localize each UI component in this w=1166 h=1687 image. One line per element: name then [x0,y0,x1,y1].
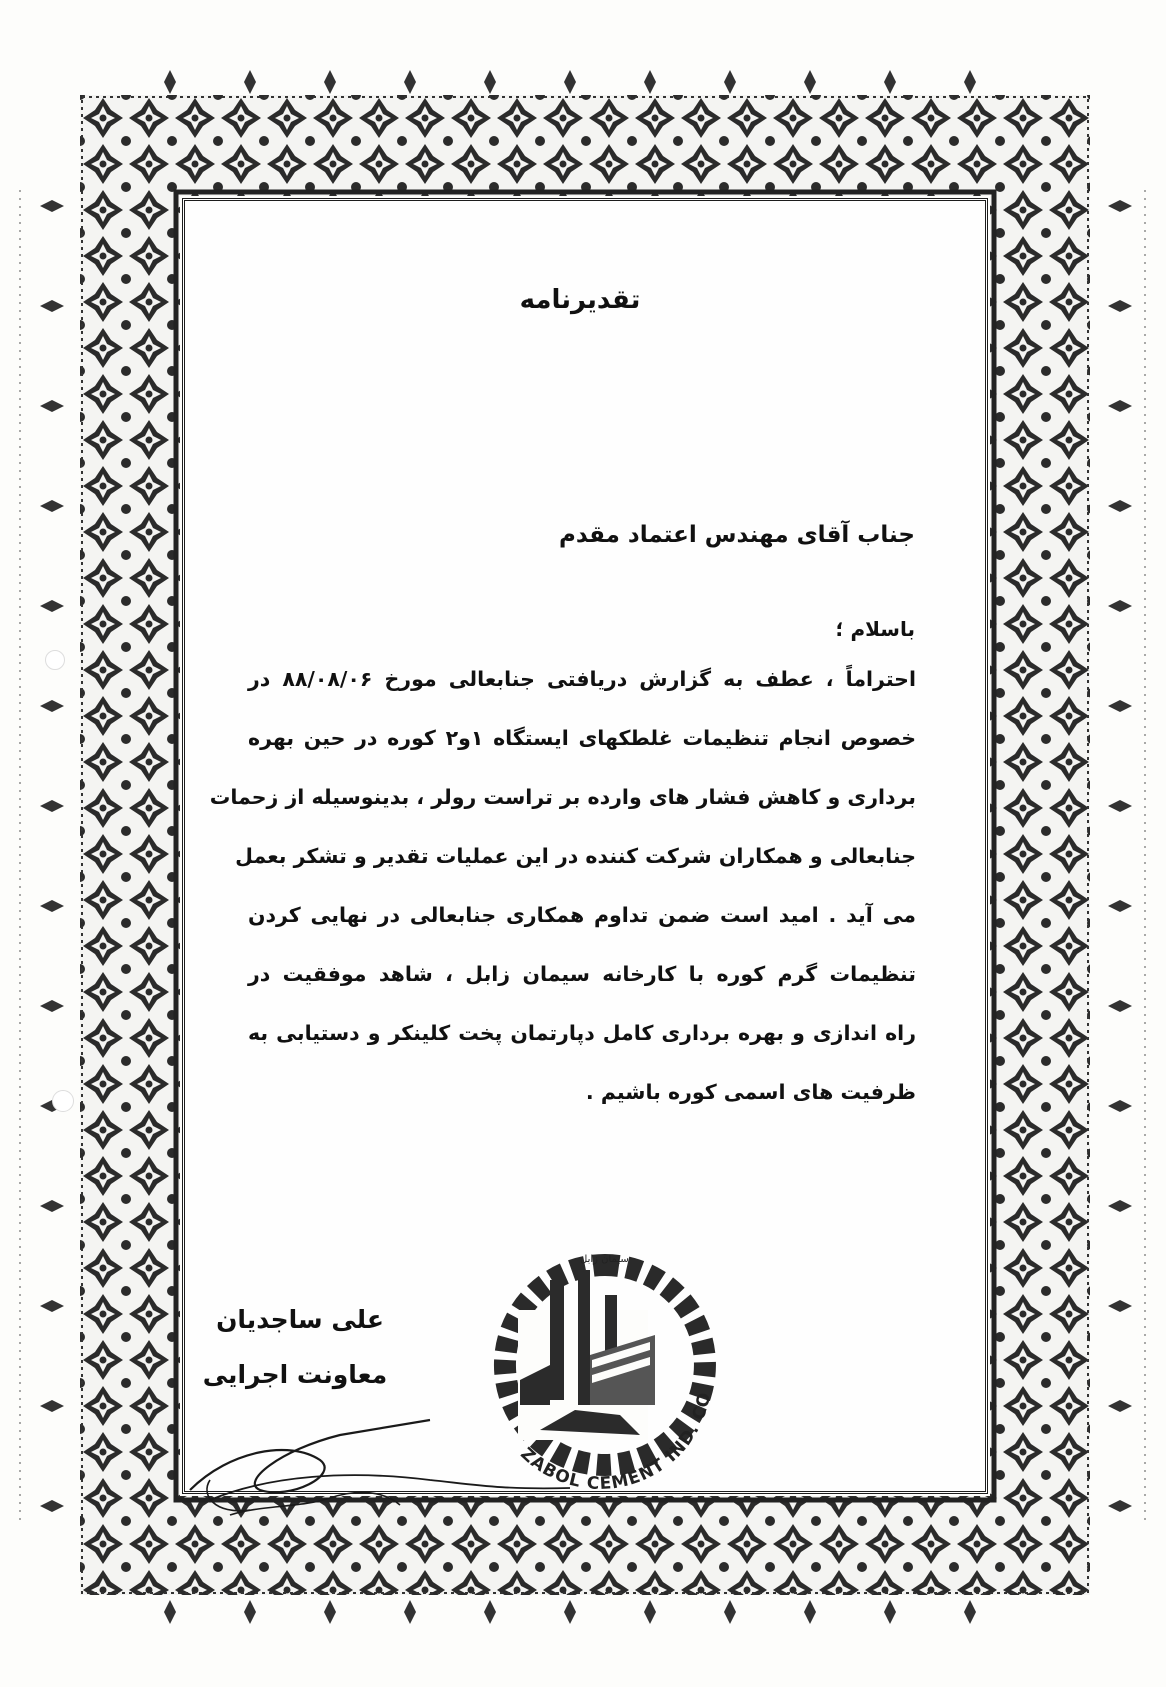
body-line: می آید . امید است ضمن تداوم همکاری جنابعالی در نهایی کردن [248,903,916,927]
punch-hole [45,650,65,670]
top-finials [164,70,976,94]
greeting: باسلام ؛ [835,617,915,641]
recipient-line: جناب آقای مهندس اعتماد مقدم [558,522,915,548]
body-line: برداری و کاهش فشار های وارده بر تراست رولر ، بدینوسیله از زحمات [209,785,916,809]
seal-top-text: سیمان زابل [580,1254,629,1265]
body-line: ظرفیت های اسمی کوره باشیم . [585,1080,916,1104]
seal-ring-text-path: ZABOL CEMENT IND. CO [516,1390,716,1490]
body-paragraph [209,650,916,1122]
bottom-finials [164,1600,976,1624]
signer-title: معاونت اجرایی [202,1360,388,1389]
punch-hole [52,1090,74,1112]
body-line: تنظیمات گرم کوره با کارخانه سیمان زابل ، شاهد موفقیت در [248,962,916,986]
certificate-title: تقدیرنامه [519,285,641,315]
handwritten-signature [170,1380,590,1530]
right-finials [1108,200,1132,1512]
signer-name: علی ساجدیان [216,1305,384,1334]
left-finials [40,200,64,1512]
body-line: احتراماً ، عطف به گزارش دریافتی جنابعالی مورخ ۸۸/۰۸/۰۶ در [248,667,916,691]
body-line: خصوص انجام تنظیمات غلطکهای ایستگاه ۱و۲ کوره در حین بهره [248,726,916,750]
body-line: جنابعالی و همکاران شرکت کننده در این عملیات تقدیر و تشکر بعمل [235,844,916,868]
body-line: راه اندازی و بهره برداری کامل دپارتمان پخت کلینکر و دستیابی به [248,1021,916,1045]
